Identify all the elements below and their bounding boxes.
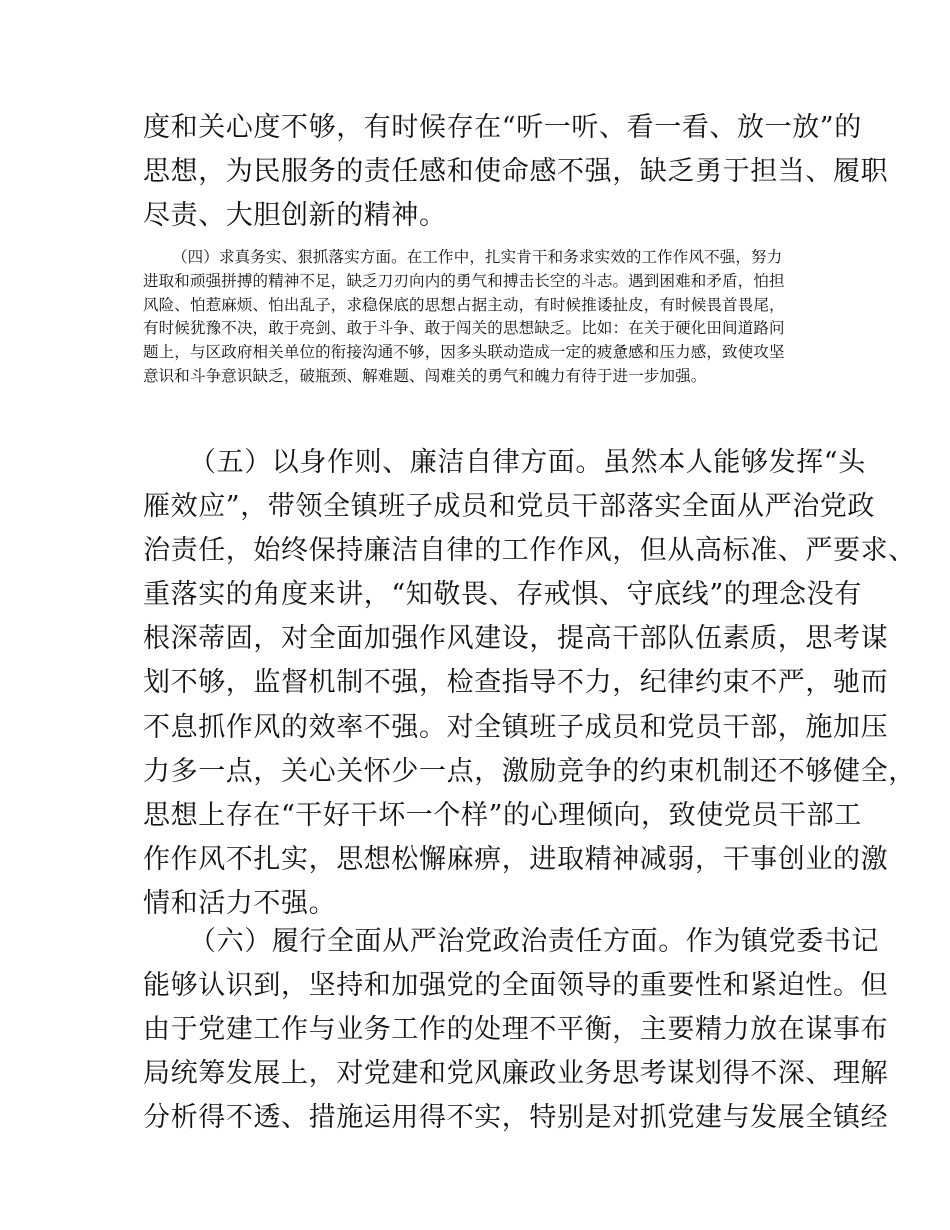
paragraph-3-line-7: 不息抓作风的效率不强。对全镇班子成员和党员干部，施加压 — [143, 711, 889, 743]
paragraph-3-line-6: 划不够，监督机制不强，检查指导不力，纪律约束不严，驰而 — [143, 667, 889, 699]
paragraph-3 — [143, 441, 916, 926]
paragraph-4 — [143, 920, 889, 1140]
paragraph-1-line-1: 度和关心度不够，有时候存在“听一听、看一看、放一放”的 — [143, 112, 862, 143]
paragraph-2-line-4: 有时候犹豫不决，敢于亮剑、敢于斗争、敢于闯关的思想缺乏。比如：在关于硬化田间道路问 — [143, 319, 785, 338]
paragraph-3-line-5: 根深蒂固，对全面加强作风建设，提高干部队伍素质，思考谋 — [143, 623, 889, 655]
paragraph-1-line-2: 思想，为民服务的责任感和使命感不强，缺乏勇于担当、履职 — [143, 156, 889, 188]
paragraph-2-line-3: 风险、怕惹麻烦、怕出乱子，求稳保底的思想占据主动，有时候推诿扯皮，有时候畏首畏尾， — [143, 295, 785, 314]
paragraph-2-line-6: 意识和斗争意识缺乏，破瓶颈、解难题、闯难关的勇气和魄力有待于进一步加强。 — [143, 366, 707, 385]
paragraph-3-line-2: 雁效应”，带领全镇班子成员和党员干部落实全面从严治党政 — [143, 491, 876, 523]
paragraph-3-line-4: 重落实的角度来讲，“知敬畏、存戒惧、守底线”的理念没有 — [143, 579, 862, 611]
paragraph-3-line-1: （五）以身作则、廉洁自律方面。虽然本人能够发挥“头 — [189, 447, 866, 478]
paragraph-4-line-2: 能够认识到，坚持和加强党的全面领导的重要性和紧迫性。但 — [143, 970, 889, 1002]
paragraph-3-line-9: 思想上存在“干好干坏一个样”的心理倾向，致使党员干部工 — [143, 799, 862, 831]
paragraph-2-line-1: （四）求真务实、狠抓落实方面。在工作中，扎实肯干和务求实效的工作作风不强，努力 — [172, 248, 783, 266]
paragraph-4-line-1: （六）履行全面从严治党政治责任方面。作为镇党委书记 — [189, 926, 879, 957]
paragraph-1 — [143, 106, 889, 238]
paragraph-3-line-11: 情和活力不强。 — [143, 887, 337, 919]
paragraph-1-line-3: 尽责、大胆创新的精神。 — [143, 200, 447, 232]
paragraph-2-line-5: 题上，与区政府相关单位的衔接沟通不够，因多头联动造成一定的疲惫感和压力感，致使攻坚 — [143, 343, 785, 362]
paragraph-2-small-text — [143, 246, 811, 389]
paragraph-4-line-4: 局统筹发展上，对党建和党风廉政业务思考谋划得不深、理解 — [143, 1058, 889, 1090]
paragraph-4-line-3: 由于党建工作与业务工作的处理不平衡，主要精力放在谋事布 — [143, 1014, 889, 1046]
paragraph-4-line-5: 分析得不透、措施运用得不实，特别是对抓党建与发展全镇经 — [143, 1102, 889, 1134]
paragraph-2-line-2: 进取和顽强拼搏的精神不足，缺乏刀刃向内的勇气和搏击长空的斗志。遇到困难和矛盾，怕担 — [143, 271, 785, 290]
paragraph-3-line-10: 作作风不扎实，思想松懈麻痹，进取精神减弱，干事创业的激 — [143, 843, 889, 875]
paragraph-3-line-3: 治责任，始终保持廉洁自律的工作作风，但从高标准、严要求、 — [143, 535, 916, 567]
paragraph-3-line-8: 力多一点，关心关怀少一点，激励竞争的约束机制还不够健全， — [143, 755, 916, 787]
